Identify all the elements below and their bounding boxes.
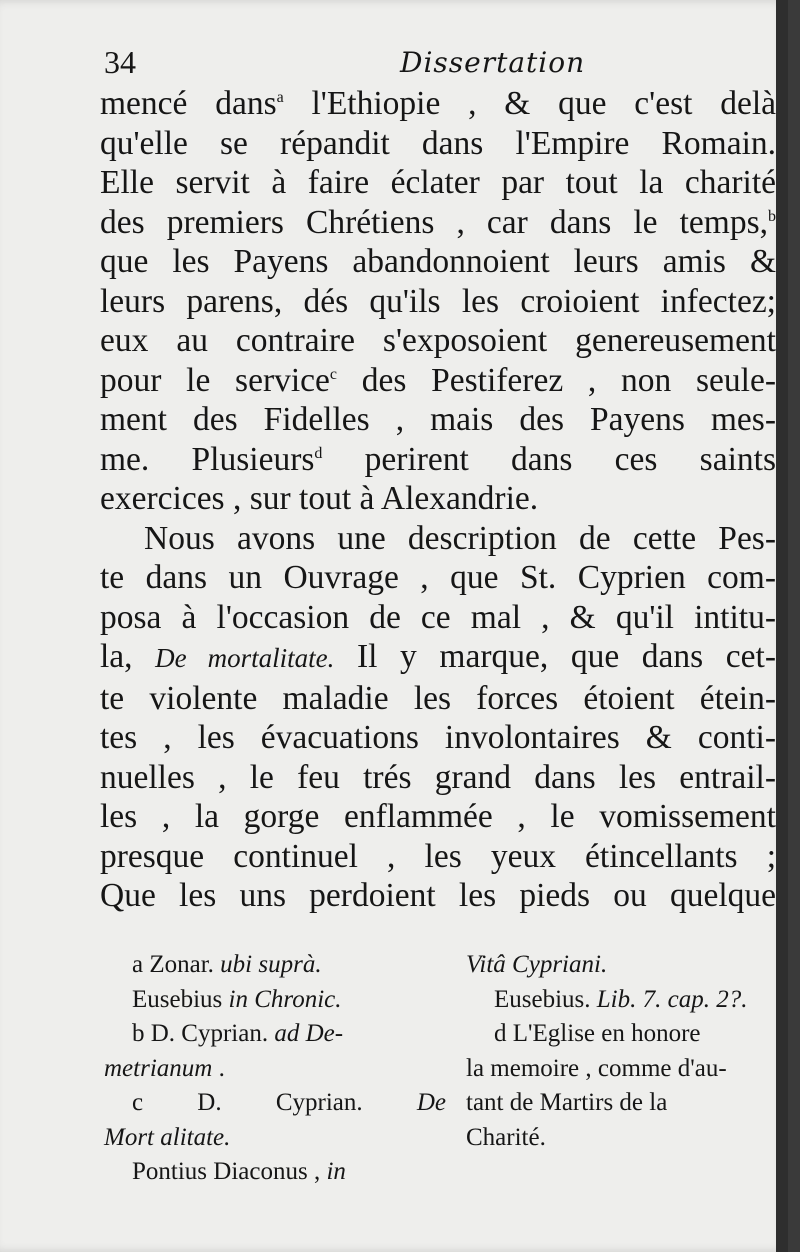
text-line: la, De mortalitate. Il y marque, que dans cet- [100, 638, 776, 675]
footnote-line: metrianum . [104, 1054, 225, 1082]
main-text [100, 84, 776, 916]
text-line: que les Payens abandonnoient leurs amis & [100, 243, 776, 280]
text-line: les , la gorge enflammée , le vomissement [100, 798, 776, 835]
page-number: 34 [104, 44, 136, 80]
text-line: presque continuel , les yeux étincellants ; [100, 837, 776, 875]
footnote-line: b D. Cyprian. ad De- [132, 1020, 344, 1047]
footnote-line: a Zonar. ubi suprà. [132, 951, 322, 978]
text-line: te violente maladie les forces étoient étein- [100, 679, 776, 717]
text-line: qu'elle se répandit dans l'Empire Romain. [100, 124, 776, 162]
text-line: tes , les évacuations involontaires & conti- [100, 719, 776, 756]
text-line: des premiers Chrétiens , car dans le temps,$^b$ [100, 203, 776, 241]
text-line: pour le service$^c$ des Pestiferez , non seule- [100, 361, 776, 399]
footnotes-left-column [104, 948, 446, 1190]
footnote-line: tant de Martirs de la [466, 1089, 668, 1116]
text-line: Elle servit à faire éclater par tout la charité [100, 164, 776, 201]
footnote-line: la memoire , comme d'au- [466, 1054, 727, 1082]
footnote-line: Mort alitate. [104, 1123, 231, 1151]
text-line: Que les uns perdoient les pieds ou quelque [100, 877, 776, 914]
text-line: eux au contraire s'exposoient genereusement [100, 322, 776, 359]
text-line: leurs parens, dés qu'ils les croioient infectez; [100, 282, 776, 320]
text-line: exercices , sur tout à Alexandrie. [100, 480, 539, 517]
text-line: posa à l'occasion de ce mal , & qu'il intitu- [100, 598, 776, 636]
footnote-line: c D. Cyprian. De [132, 1089, 446, 1116]
text-line: ment des Fidelles , mais des Payens mes- [100, 401, 776, 438]
footnotes-right-column [466, 948, 778, 1155]
text-line: me. Plusieurs$^d$ perirent dans ces saints [100, 440, 776, 478]
page-header [104, 44, 774, 88]
text-line: mencé dans$^a$ l'Ethiopie , & que c'est delà [100, 85, 776, 122]
footnote-line: Eusebius in Chronic. [132, 985, 342, 1013]
text-line: te dans un Ouvrage , que St. Cyprien com- [100, 559, 776, 596]
text-line: nuelles , le feu trés grand dans les entrail- [100, 758, 776, 796]
footnote-line: Vitâ Cypriani. [466, 951, 608, 978]
footnote-line: Pontius Diaconus , in [132, 1158, 346, 1185]
footnote-line: d L'Eglise en honore [494, 1020, 701, 1047]
running-title: Dissertation [400, 46, 586, 79]
footnote-line: Eusebius. Lib. 7. cap. 2?. [494, 985, 748, 1013]
text-line: Nous avons une description de cette Pes- [144, 519, 776, 557]
footnote-line: Charité. [466, 1123, 546, 1151]
